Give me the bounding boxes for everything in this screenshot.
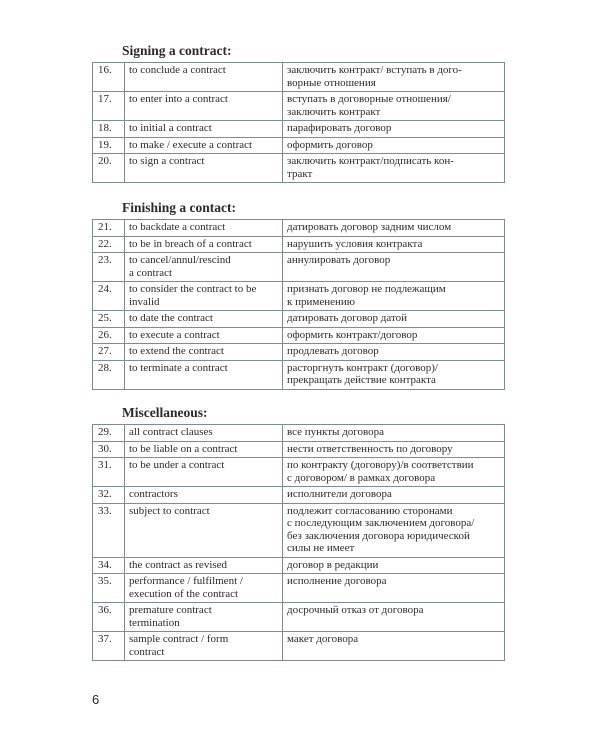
table-row	[93, 557, 505, 574]
table-row	[93, 220, 505, 237]
row-number: 22.	[93, 236, 125, 253]
russian-translation: оформить контракт/договор	[283, 327, 505, 344]
english-term: to extend the contract	[125, 344, 283, 361]
table-row	[93, 92, 505, 121]
row-number: 33.	[93, 503, 125, 557]
row-number: 21.	[93, 220, 125, 237]
russian-translation: макет договора	[283, 632, 505, 661]
row-number: 28.	[93, 360, 125, 389]
table-row	[93, 253, 505, 282]
english-term: the contract as revised	[125, 557, 283, 574]
miscellaneous-table	[92, 424, 505, 661]
row-number: 35.	[93, 574, 125, 603]
table-row	[93, 360, 505, 389]
row-number: 29.	[93, 425, 125, 442]
table-row	[93, 344, 505, 361]
table-row	[93, 425, 505, 442]
russian-translation: датировать договор задним числом	[283, 220, 505, 237]
russian-translation: договор в редакции	[283, 557, 505, 574]
table-row	[93, 311, 505, 328]
row-number: 25.	[93, 311, 125, 328]
table-row	[93, 137, 505, 154]
table-row	[93, 458, 505, 487]
row-number: 36.	[93, 603, 125, 632]
table-row	[93, 632, 505, 661]
russian-translation: продлевать договор	[283, 344, 505, 361]
row-number: 30.	[93, 441, 125, 458]
english-term: sample contract / form contract	[125, 632, 283, 661]
row-number: 32.	[93, 487, 125, 504]
table-row	[93, 503, 505, 557]
table-row	[93, 574, 505, 603]
english-term: all contract clauses	[125, 425, 283, 442]
english-term: to cancel/annul/rescind a contract	[125, 253, 283, 282]
english-term: to initial a contract	[125, 121, 283, 138]
russian-translation: заключить контракт/подписать кон- тракт	[283, 154, 505, 183]
signing-table	[92, 62, 505, 183]
russian-translation: расторгнуть контракт (договор)/ прекращать действие контракта	[283, 360, 505, 389]
row-number: 18.	[93, 121, 125, 138]
russian-translation: досрочный отказ от договора	[283, 603, 505, 632]
russian-translation: исполнители договора	[283, 487, 505, 504]
table-row	[93, 603, 505, 632]
russian-translation: аннулировать договор	[283, 253, 505, 282]
row-number: 16.	[93, 63, 125, 92]
row-number: 34.	[93, 557, 125, 574]
table-row	[93, 327, 505, 344]
english-term: to make / execute a contract	[125, 137, 283, 154]
english-term: to backdate a contract	[125, 220, 283, 237]
russian-translation: датировать договор датой	[283, 311, 505, 328]
russian-translation: оформить договор	[283, 137, 505, 154]
table-row	[93, 63, 505, 92]
english-term: subject to contract	[125, 503, 283, 557]
row-number: 26.	[93, 327, 125, 344]
russian-translation: подлежит согласованию сторонами с последующим заключением договора/ без заключения договора юридической силы не имеет	[283, 503, 505, 557]
table-row	[93, 121, 505, 138]
russian-translation: по контракту (договору)/в соответствии с договором/ в рамках договора	[283, 458, 505, 487]
english-term: to be under a contract	[125, 458, 283, 487]
table-row	[93, 282, 505, 311]
section-title-signing: Signing a contract:	[122, 43, 232, 58]
russian-translation: парафировать договор	[283, 121, 505, 138]
english-term: to enter into a contract	[125, 92, 283, 121]
english-term: premature contract termination	[125, 603, 283, 632]
english-term: to date the contract	[125, 311, 283, 328]
english-term: to be in breach of a contract	[125, 236, 283, 253]
row-number: 23.	[93, 253, 125, 282]
russian-translation: нарушить условия контракта	[283, 236, 505, 253]
section-title-finishing: Finishing a contact:	[122, 200, 237, 215]
english-term: to consider the contract to be invalid	[125, 282, 283, 311]
russian-translation: нести ответственность по договору	[283, 441, 505, 458]
section-title-miscellaneous: Miscellaneous:	[122, 405, 208, 420]
finishing-rows	[93, 220, 505, 390]
russian-translation: признать договор не подлежащим к применению	[283, 282, 505, 311]
page-number: 6	[92, 692, 100, 707]
row-number: 17.	[93, 92, 125, 121]
english-term: to sign a contract	[125, 154, 283, 183]
english-term: to be liable on a contract	[125, 441, 283, 458]
row-number: 19.	[93, 137, 125, 154]
english-term: to terminate a contract	[125, 360, 283, 389]
signing-rows	[93, 63, 505, 183]
russian-translation: все пункты договора	[283, 425, 505, 442]
row-number: 37.	[93, 632, 125, 661]
russian-translation: заключить контракт/ вступать в дого- ворные отношения	[283, 63, 505, 92]
english-term: to execute a contract	[125, 327, 283, 344]
english-term: to conclude a contract	[125, 63, 283, 92]
table-row	[93, 441, 505, 458]
miscellaneous-rows	[93, 425, 505, 661]
table-row	[93, 154, 505, 183]
english-term: performance / fulfilment / execution of the contract	[125, 574, 283, 603]
russian-translation: исполнение договора	[283, 574, 505, 603]
row-number: 20.	[93, 154, 125, 183]
russian-translation: вступать в договорные отношения/ заключить контракт	[283, 92, 505, 121]
row-number: 24.	[93, 282, 125, 311]
english-term: contractors	[125, 487, 283, 504]
row-number: 31.	[93, 458, 125, 487]
table-row	[93, 236, 505, 253]
row-number: 27.	[93, 344, 125, 361]
table-row	[93, 487, 505, 504]
finishing-table	[92, 219, 505, 390]
